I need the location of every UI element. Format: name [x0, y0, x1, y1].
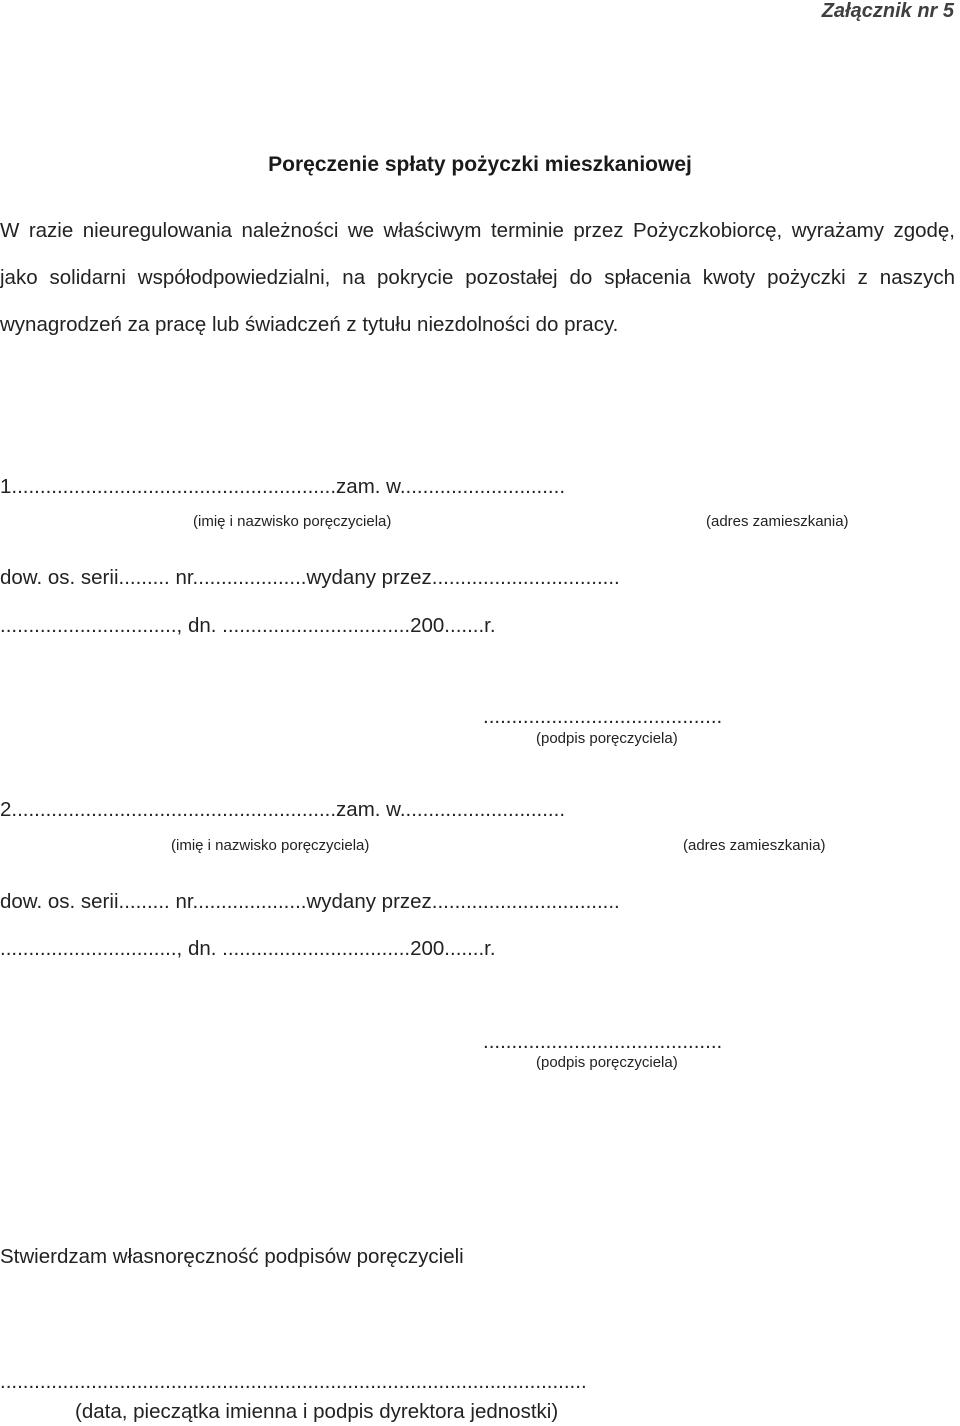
guarantor-2-id-line: dow. os. serii......... nr....................wydany przez................................. [0, 890, 620, 913]
guarantor-2-name-line: 2.........................................................zam. w............................. [0, 798, 566, 821]
guarantor-2-signature-line: .......................................... [483, 1030, 723, 1053]
guarantor-2-name-caption: (imię i nazwisko poręczyciela) [171, 837, 370, 854]
guarantor-2-date-line: ..............................., dn. .................................200.......r. [0, 937, 496, 960]
annex-label: Załącznik nr 5 [821, 0, 954, 22]
guarantor-1-signature-line: .......................................... [483, 705, 723, 728]
consent-paragraph: W razie nieuregulowania należności we właściwym terminie przez Pożyczkobiorcę, wyrażamy zgodę, jako solidarni współodpowiedzialni, na pokrycie pozostałej do spłacenia kwoty pożyczki z naszych wynagrodzeń za pracę lub świadczeń z tytułu niezdolności do pracy. [0, 219, 955, 336]
document-title: Poręczenie spłaty pożyczki mieszkaniowej [268, 153, 692, 176]
guarantor-1-name-caption: (imię i nazwisko poręczyciela) [193, 513, 392, 530]
director-signature-line: ....................................................................................................... [0, 1370, 587, 1393]
guarantor-2-signature-caption: (podpis poręczyciela) [536, 1054, 678, 1071]
certification-statement: Stwierdzam własnoręczność podpisów poręczycieli [0, 1245, 464, 1268]
guarantor-1-date-line: ..............................., dn. .................................200.......r. [0, 614, 496, 637]
director-signature-caption: (data, pieczątka imienna i podpis dyrektora jednostki) [75, 1400, 559, 1423]
guarantor-2-address-caption: (adres zamieszkania) [683, 837, 826, 854]
guarantor-1-id-line: dow. os. serii......... nr....................wydany przez................................. [0, 566, 620, 589]
guarantor-1-address-caption: (adres zamieszkania) [706, 513, 849, 530]
guarantor-1-signature-caption: (podpis poręczyciela) [536, 730, 678, 747]
guarantor-1-name-line: 1.........................................................zam. w............................. [0, 475, 566, 498]
